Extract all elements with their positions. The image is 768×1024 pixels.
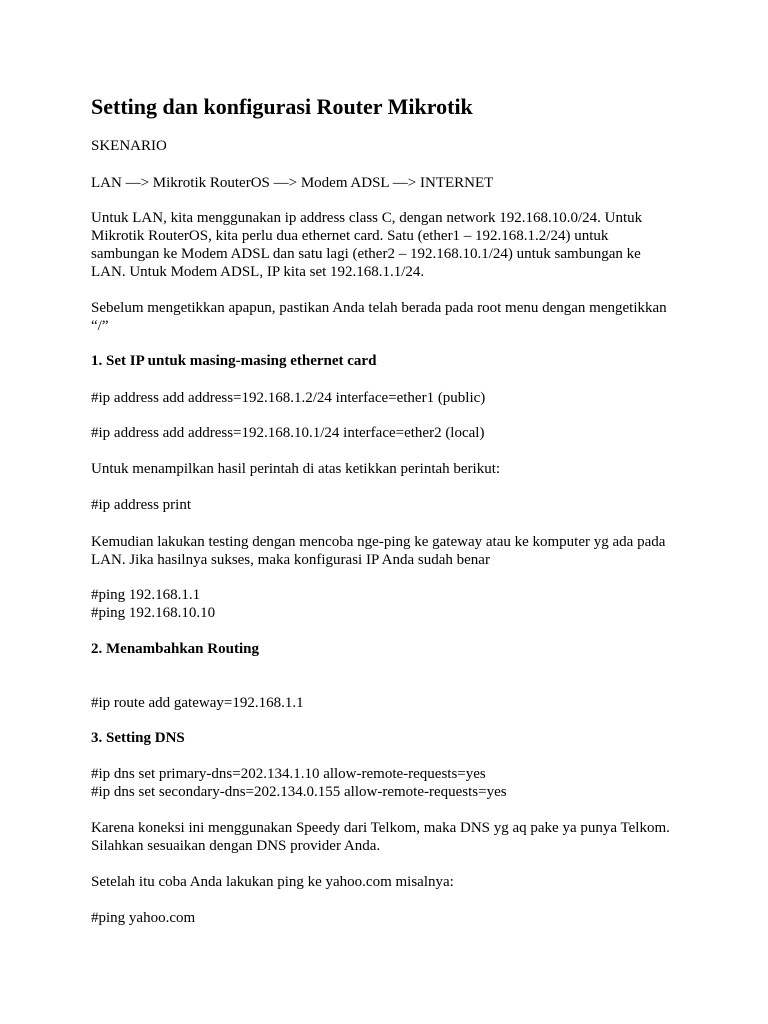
topology-line: LAN —> Mikrotik RouterOS —> Modem ADSL —> INTERNET <box>91 175 494 191</box>
root-note-line: Sebelum mengetikkan apapun, pastikan Anda telah berada pada root menu dengan mengetikkan <box>91 300 667 316</box>
speedy-paragraph <box>91 819 691 855</box>
intro-line: sambungan ke Modem ADSL dan satu lagi (ether2 – 192.168.10.1/24) untuk sambungan ke <box>91 246 641 262</box>
page-title: Setting dan konfigurasi Router Mikrotik <box>91 94 473 119</box>
section1-heading: 1. Set IP untuk masing-masing ethernet card <box>91 353 377 369</box>
intro-line: Untuk LAN, kita menggunakan ip address class C, dengan network 192.168.10.0/24. Untuk <box>91 210 643 226</box>
ping-commands <box>91 586 691 622</box>
command-ip-local: #ip address add address=192.168.10.1/24 interface=ether2 (local) <box>91 425 485 441</box>
root-note-line: “/” <box>91 318 109 334</box>
testing-paragraph <box>91 533 691 569</box>
command-route: #ip route add gateway=192.168.1.1 <box>91 695 304 711</box>
command-ping-yahoo: #ping yahoo.com <box>91 910 196 926</box>
skenario-label: SKENARIO <box>91 138 167 154</box>
intro-paragraph <box>91 209 691 281</box>
dns-command: #ip dns set primary-dns=202.134.1.10 allow-remote-requests=yes <box>91 766 486 782</box>
section2-heading: 2. Menambahkan Routing <box>91 641 259 657</box>
command-ip-print: #ip address print <box>91 497 191 513</box>
section3-heading: 3. Setting DNS <box>91 730 185 746</box>
command-ip-public: #ip address add address=192.168.1.2/24 interface=ether1 (public) <box>91 390 486 406</box>
ping-command: #ping 192.168.1.1 <box>91 587 201 603</box>
show-result-text: Untuk menampilkan hasil perintah di atas ketikkan perintah berikut: <box>91 461 501 477</box>
speedy-line: Silahkan sesuaikan dengan DNS provider Anda. <box>91 838 381 854</box>
testing-line: LAN. Jika hasilnya sukses, maka konfigurasi IP Anda sudah benar <box>91 552 490 568</box>
intro-line: Mikrotik RouterOS, kita perlu dua ethernet card. Satu (ether1 – 192.168.1.2/24) untuk <box>91 228 609 244</box>
intro-line: LAN. Untuk Modem ADSL, IP kita set 192.168.1.1/24. <box>91 264 425 280</box>
testing-line: Kemudian lakukan testing dengan mencoba nge-ping ke gateway atau ke komputer yg ada pada <box>91 534 666 550</box>
ping-command: #ping 192.168.10.10 <box>91 605 216 621</box>
root-note-paragraph <box>91 299 691 335</box>
dns-command: #ip dns set secondary-dns=202.134.0.155 allow-remote-requests=yes <box>91 784 507 800</box>
speedy-line: Karena koneksi ini menggunakan Speedy dari Telkom, maka DNS yg aq pake ya punya Telkom. <box>91 820 670 836</box>
dns-commands <box>91 765 691 801</box>
ping-yahoo-text: Setelah itu coba Anda lakukan ping ke yahoo.com misalnya: <box>91 874 454 890</box>
